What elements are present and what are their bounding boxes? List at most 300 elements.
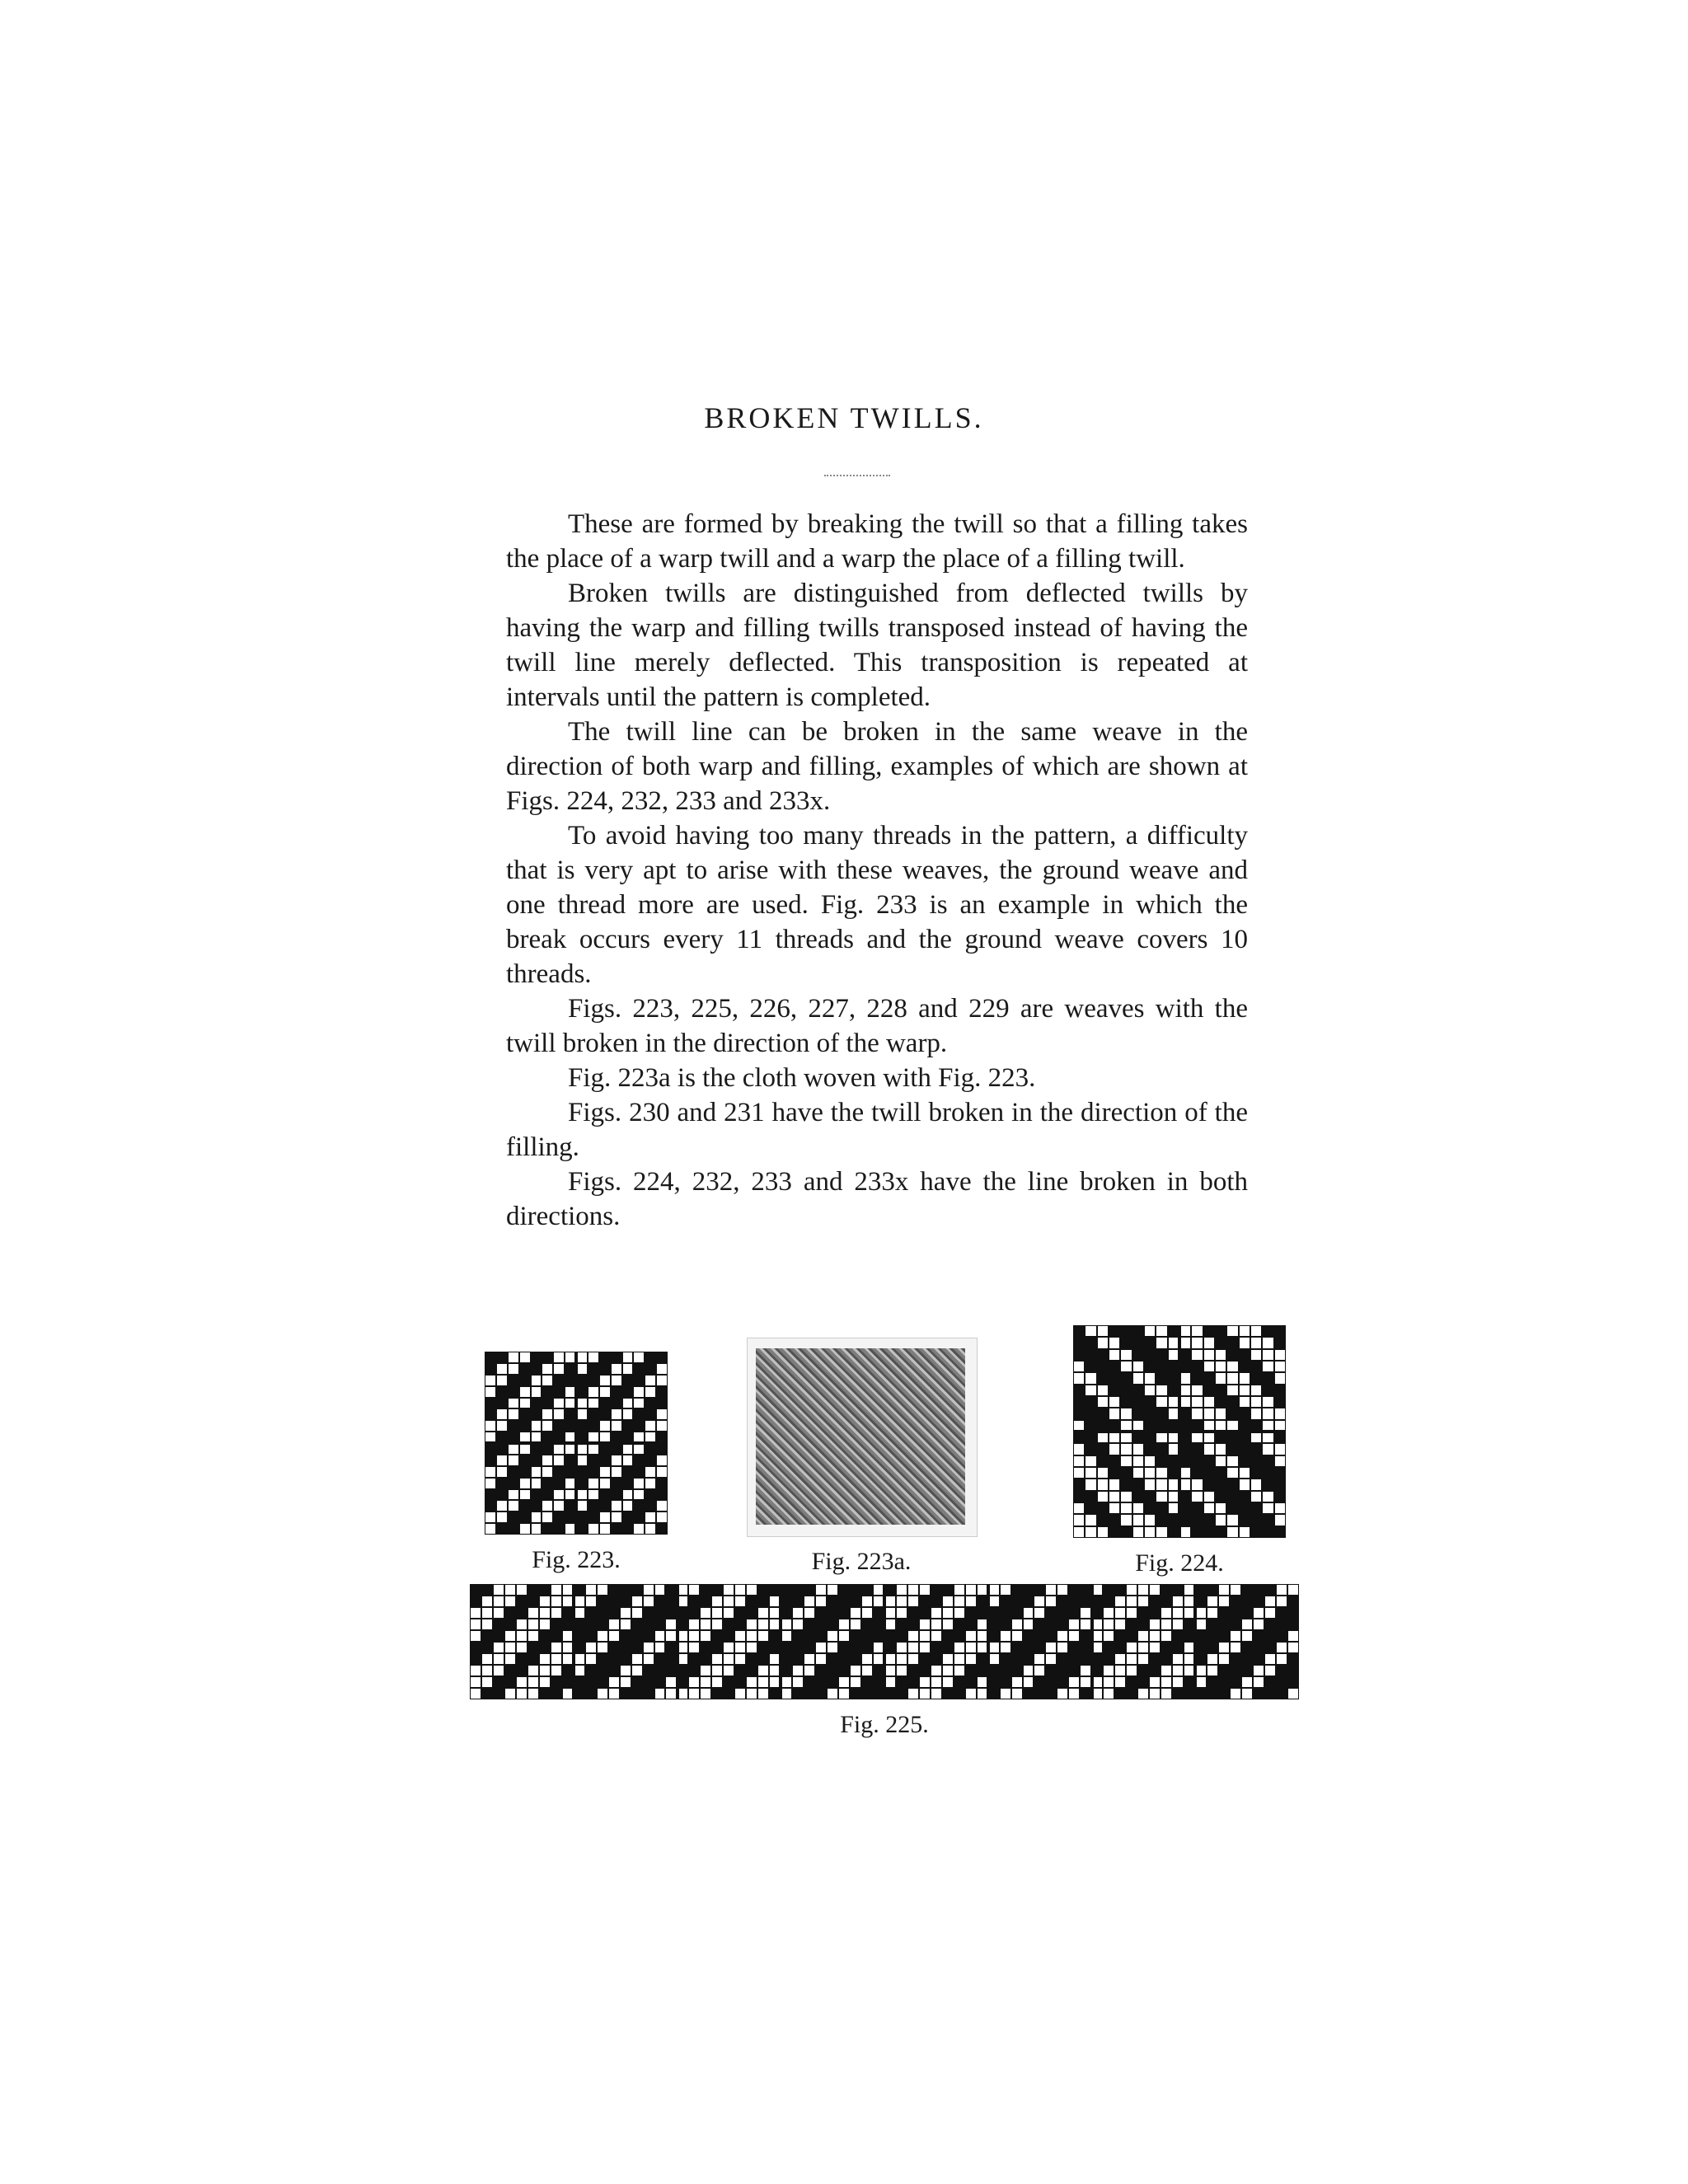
- weave-cell: [1034, 1642, 1045, 1653]
- weave-cell: [1068, 1642, 1080, 1653]
- weave-cell: [734, 1619, 746, 1630]
- weave-cell: [746, 1596, 757, 1607]
- weave-cell: [954, 1688, 965, 1699]
- weave-cell: [539, 1676, 551, 1688]
- weave-cell: [1274, 1385, 1286, 1396]
- weave-cell: [1097, 1455, 1109, 1467]
- weave-cell: [516, 1584, 528, 1596]
- weave-cell: [1144, 1491, 1156, 1502]
- weave-cell: [781, 1665, 792, 1676]
- weave-cell: [1218, 1653, 1230, 1665]
- weave-cell: [1230, 1653, 1241, 1665]
- weave-cell: [470, 1665, 481, 1676]
- weave-cell: [1274, 1491, 1286, 1502]
- weave-cell: [1097, 1491, 1109, 1502]
- weave-cell: [620, 1653, 631, 1665]
- weave-cell: [1114, 1653, 1126, 1665]
- weave-cell: [746, 1665, 757, 1676]
- weave-cell: [965, 1676, 977, 1688]
- weave-cell: [585, 1619, 597, 1630]
- weave-cell: [631, 1642, 643, 1653]
- weave-cell: [1149, 1607, 1160, 1619]
- weave-cell: [931, 1619, 942, 1630]
- weave-cell: [711, 1596, 723, 1607]
- weave-cell: [1239, 1372, 1250, 1384]
- weave-cell: [1241, 1688, 1253, 1699]
- weave-cell: [1274, 1526, 1286, 1538]
- weave-cell: [1218, 1607, 1230, 1619]
- weave-cell: [1218, 1688, 1230, 1699]
- weave-cell: [1172, 1619, 1184, 1630]
- weave-cell: [608, 1584, 620, 1596]
- weave-cell: [1149, 1665, 1160, 1676]
- weave-cell: [599, 1352, 611, 1363]
- weave-cell: [588, 1478, 599, 1489]
- weave-cell: [954, 1665, 965, 1676]
- weave-cell: [861, 1653, 873, 1665]
- weave-cell: [757, 1630, 769, 1642]
- weave-cell: [608, 1642, 620, 1653]
- weave-cell: [746, 1607, 757, 1619]
- weave-cell: [1264, 1676, 1276, 1688]
- weave-cell: [1207, 1676, 1218, 1688]
- weave-cell: [1191, 1502, 1203, 1514]
- weave-cell: [804, 1619, 815, 1630]
- fig-223-caption: Fig. 223.: [532, 1546, 621, 1573]
- weave-cell: [631, 1653, 643, 1665]
- weave-cell: [551, 1630, 562, 1642]
- weave-cell: [700, 1630, 711, 1642]
- weave-cell: [1132, 1432, 1144, 1443]
- paragraph-7: Figs. 230 and 231 have the twill broken in the direction of the filling.: [506, 1098, 1248, 1162]
- weave-cell: [1230, 1642, 1241, 1653]
- weave-cell: [1132, 1325, 1144, 1337]
- weave-cell: [1068, 1688, 1080, 1699]
- weave-cell: [1073, 1479, 1085, 1490]
- weave-cell: [723, 1596, 734, 1607]
- weave-cell: [781, 1653, 792, 1665]
- weave-cell: [965, 1584, 977, 1596]
- weave-cell: [519, 1363, 531, 1375]
- weave-cell: [1103, 1596, 1114, 1607]
- fig-223a-caption: Fig. 223a.: [811, 1548, 912, 1575]
- weave-cell: [656, 1523, 668, 1535]
- weave-cell: [585, 1653, 597, 1665]
- weave-cell: [588, 1408, 599, 1420]
- weave-cell: [1276, 1676, 1287, 1688]
- weave-cell: [1097, 1372, 1109, 1384]
- weave-cell: [815, 1584, 827, 1596]
- weave-cell: [1156, 1408, 1167, 1419]
- weave-cell: [656, 1408, 668, 1420]
- weave-cell: [553, 1398, 565, 1409]
- weave-cell: [585, 1665, 597, 1676]
- weave-cell: [1274, 1396, 1286, 1408]
- weave-cell: [1085, 1337, 1096, 1348]
- weave-cell: [654, 1607, 666, 1619]
- weave-cell: [516, 1642, 528, 1653]
- weave-cell: [597, 1630, 608, 1642]
- weave-cell: [620, 1688, 631, 1699]
- weave-cell: [622, 1523, 634, 1535]
- weave-cell: [504, 1642, 516, 1653]
- weave-cell: [896, 1676, 907, 1688]
- weave-cell: [1000, 1619, 1011, 1630]
- weave-cell: [1230, 1584, 1241, 1596]
- weave-cell: [1085, 1514, 1096, 1526]
- weave-cell: [1034, 1688, 1045, 1699]
- weave-cell: [599, 1489, 611, 1501]
- weave-cell: [622, 1443, 634, 1455]
- weave-cell: [654, 1676, 666, 1688]
- weave-cell: [1156, 1337, 1167, 1348]
- weave-cell: [1103, 1630, 1114, 1642]
- weave-cell: [1045, 1584, 1057, 1596]
- weave-cell: [1073, 1325, 1085, 1337]
- weave-cell: [599, 1455, 611, 1466]
- weave-cell: [827, 1688, 838, 1699]
- weave-cell: [896, 1630, 907, 1642]
- weave-cell: [496, 1523, 508, 1535]
- weave-cell: [1191, 1325, 1203, 1337]
- weave-cell: [1262, 1467, 1273, 1479]
- weave-cell: [1287, 1676, 1299, 1688]
- weave-cell: [723, 1653, 734, 1665]
- weave-cell: [531, 1408, 542, 1420]
- weave-cell: [551, 1584, 562, 1596]
- weave-cell: [1207, 1688, 1218, 1699]
- weave-cell: [531, 1443, 542, 1455]
- weave-cell: [1253, 1596, 1264, 1607]
- weave-cell: [1120, 1408, 1132, 1419]
- weave-cell: [1120, 1514, 1132, 1526]
- weave-cell: [1068, 1630, 1080, 1642]
- weave-cell: [611, 1408, 622, 1420]
- weave-cell: [599, 1478, 611, 1489]
- weave-cell: [553, 1455, 565, 1466]
- weave-cell: [1239, 1467, 1250, 1479]
- weave-cell: [1172, 1665, 1184, 1676]
- paragraph-8: Figs. 224, 232, 233 and 233x have the line broken in both directions.: [506, 1167, 1248, 1231]
- weave-cell: [1114, 1642, 1126, 1653]
- weave-cell: [1241, 1584, 1253, 1596]
- weave-cell: [1160, 1630, 1172, 1642]
- weave-cell: [1179, 1491, 1191, 1502]
- weave-cell: [1114, 1688, 1126, 1699]
- weave-cell: [496, 1511, 508, 1523]
- weave-cell: [633, 1386, 645, 1398]
- weave-cell: [1144, 1467, 1156, 1479]
- weave-cell: [1226, 1385, 1238, 1396]
- weave-cell: [654, 1653, 666, 1665]
- weave-cell: [1218, 1596, 1230, 1607]
- weave-cell: [528, 1607, 539, 1619]
- weave-cell: [1023, 1584, 1034, 1596]
- weave-cell: [1160, 1665, 1172, 1676]
- weave-cell: [919, 1596, 931, 1607]
- weave-cell: [1262, 1396, 1273, 1408]
- weave-cell: [485, 1489, 496, 1501]
- weave-cell: [1109, 1337, 1120, 1348]
- weave-cell: [504, 1688, 516, 1699]
- weave-cell: [576, 1500, 588, 1511]
- weave-cell: [677, 1665, 688, 1676]
- weave-cell: [1239, 1337, 1250, 1348]
- weave-cell: [688, 1676, 700, 1688]
- weave-cell: [542, 1511, 553, 1523]
- weave-cell: [633, 1523, 645, 1535]
- weave-cell: [585, 1596, 597, 1607]
- weave-cell: [1000, 1653, 1011, 1665]
- weave-cell: [1215, 1372, 1226, 1384]
- weave-cell: [599, 1511, 611, 1523]
- weave-cell: [516, 1665, 528, 1676]
- weave-cell: [1156, 1372, 1167, 1384]
- weave-cell: [504, 1584, 516, 1596]
- weave-cell: [1156, 1502, 1167, 1514]
- weave-cell: [1103, 1653, 1114, 1665]
- weave-cell: [654, 1642, 666, 1653]
- weave-cell: [1023, 1688, 1034, 1699]
- weave-cell: [633, 1375, 645, 1386]
- weave-cell: [700, 1688, 711, 1699]
- weave-cell: [1057, 1676, 1068, 1688]
- weave-cell: [965, 1653, 977, 1665]
- weave-cell: [611, 1500, 622, 1511]
- weave-cell: [734, 1676, 746, 1688]
- weave-cell: [620, 1584, 631, 1596]
- weave-cell: [896, 1619, 907, 1630]
- weave-cell: [1045, 1630, 1057, 1642]
- weave-cell: [1274, 1432, 1286, 1443]
- weave-cell: [1109, 1526, 1120, 1538]
- weave-cell: [551, 1665, 562, 1676]
- weave-cell: [1274, 1408, 1286, 1419]
- weave-cell: [643, 1653, 654, 1665]
- weave-cell: [838, 1607, 850, 1619]
- weave-cell: [576, 1420, 588, 1432]
- weave-cell: [838, 1665, 850, 1676]
- weave-cell: [1000, 1665, 1011, 1676]
- title-divider: [824, 475, 890, 476]
- weave-cell: [1144, 1325, 1156, 1337]
- weave-cell: [1262, 1502, 1273, 1514]
- weave-cell: [954, 1676, 965, 1688]
- weave-cell: [850, 1653, 861, 1665]
- weave-cell: [654, 1596, 666, 1607]
- weave-cell: [1109, 1372, 1120, 1384]
- weave-cell: [757, 1607, 769, 1619]
- weave-cell: [1172, 1584, 1184, 1596]
- weave-cell: [588, 1523, 599, 1535]
- weave-cell: [597, 1688, 608, 1699]
- weave-cell: [1057, 1596, 1068, 1607]
- weave-cell: [919, 1642, 931, 1653]
- weave-cell: [508, 1523, 519, 1535]
- weave-cell: [861, 1630, 873, 1642]
- weave-cell: [1097, 1385, 1109, 1396]
- weave-cell: [481, 1642, 493, 1653]
- weave-cell: [1239, 1396, 1250, 1408]
- weave-cell: [700, 1653, 711, 1665]
- weave-cell: [576, 1386, 588, 1398]
- weave-cell: [896, 1607, 907, 1619]
- weave-cell: [599, 1443, 611, 1455]
- weave-cell: [485, 1398, 496, 1409]
- weave-cell: [542, 1408, 553, 1420]
- weave-cell: [496, 1478, 508, 1489]
- block-divider: [883, 1584, 886, 1699]
- weave-cell: [711, 1630, 723, 1642]
- weave-cell: [588, 1375, 599, 1386]
- weave-cell: [1207, 1607, 1218, 1619]
- weave-cell: [1250, 1526, 1262, 1538]
- weave-cell: [622, 1352, 634, 1363]
- weave-cell: [827, 1630, 838, 1642]
- weave-cell: [1218, 1584, 1230, 1596]
- weave-cell: [781, 1642, 792, 1653]
- weave-cell: [1085, 1349, 1096, 1361]
- weave-cell: [531, 1466, 542, 1478]
- weave-cell: [656, 1489, 668, 1501]
- weave-cell: [608, 1607, 620, 1619]
- weave-cell: [576, 1478, 588, 1489]
- weave-cell: [528, 1619, 539, 1630]
- weave-cell: [1276, 1607, 1287, 1619]
- weave-cell: [496, 1352, 508, 1363]
- weave-cell: [504, 1630, 516, 1642]
- weave-cell: [1144, 1372, 1156, 1384]
- weave-cell: [542, 1363, 553, 1375]
- weave-cell: [1156, 1514, 1167, 1526]
- weave-cell: [645, 1489, 656, 1501]
- weave-cell: [470, 1630, 481, 1642]
- weave-cell: [1120, 1349, 1132, 1361]
- weave-cell: [519, 1352, 531, 1363]
- weave-cell: [861, 1596, 873, 1607]
- weave-cell: [781, 1688, 792, 1699]
- weave-cell: [1144, 1361, 1156, 1372]
- weave-cell: [1274, 1349, 1286, 1361]
- weave-cell: [1203, 1337, 1215, 1348]
- weave-cell: [1262, 1432, 1273, 1443]
- weave-cell: [1034, 1607, 1045, 1619]
- weave-cell: [1191, 1432, 1203, 1443]
- weave-cell: [539, 1688, 551, 1699]
- weave-cell: [1274, 1337, 1286, 1348]
- weave-cell: [1226, 1526, 1238, 1538]
- weave-cell: [656, 1352, 668, 1363]
- weave-cell: [1109, 1455, 1120, 1467]
- weave-cell: [528, 1676, 539, 1688]
- weave-cell: [1264, 1665, 1276, 1676]
- weave-cell: [1120, 1491, 1132, 1502]
- weave-cell: [576, 1466, 588, 1478]
- weave-cell: [1226, 1325, 1238, 1337]
- weave-cell: [1253, 1630, 1264, 1642]
- weave-cell: [481, 1607, 493, 1619]
- weave-cell: [1226, 1432, 1238, 1443]
- weave-cell: [838, 1584, 850, 1596]
- weave-cell: [1097, 1396, 1109, 1408]
- weave-cell: [645, 1352, 656, 1363]
- block-divider: [572, 1584, 575, 1699]
- weave-cell: [1215, 1455, 1226, 1467]
- weave-cell: [622, 1511, 634, 1523]
- weave-cell: [1023, 1619, 1034, 1630]
- weave-cell: [516, 1630, 528, 1642]
- weave-cell: [861, 1676, 873, 1688]
- weave-cell: [542, 1455, 553, 1466]
- weave-cell: [1085, 1455, 1096, 1467]
- weave-cell: [1073, 1455, 1085, 1467]
- weave-cell: [1287, 1688, 1299, 1699]
- weave-cell: [496, 1443, 508, 1455]
- weave-cell: [576, 1408, 588, 1420]
- weave-cell: [1156, 1455, 1167, 1467]
- weave-cell: [1215, 1491, 1226, 1502]
- weave-cell: [553, 1489, 565, 1501]
- weave-cell: [1011, 1619, 1023, 1630]
- weave-cell: [1179, 1325, 1191, 1337]
- weave-cell: [588, 1489, 599, 1501]
- weave-cell: [620, 1676, 631, 1688]
- weave-cell: [1241, 1653, 1253, 1665]
- weave-cell: [496, 1363, 508, 1375]
- weave-cell: [519, 1420, 531, 1432]
- weave-cell: [677, 1630, 688, 1642]
- weave-cell: [907, 1584, 919, 1596]
- weave-cell: [496, 1386, 508, 1398]
- weave-cell: [528, 1584, 539, 1596]
- weave-cell: [645, 1500, 656, 1511]
- weave-cell: [1103, 1584, 1114, 1596]
- weave-cell: [1000, 1642, 1011, 1653]
- weave-cell: [508, 1398, 519, 1409]
- weave-cell: [516, 1653, 528, 1665]
- weave-cell: [1226, 1455, 1238, 1467]
- weave-cell: [519, 1478, 531, 1489]
- weave-cell: [470, 1607, 481, 1619]
- weave-cell: [1011, 1584, 1023, 1596]
- weave-cell: [700, 1584, 711, 1596]
- weave-cell: [1276, 1653, 1287, 1665]
- weave-cell: [493, 1642, 504, 1653]
- weave-cell: [1262, 1337, 1273, 1348]
- weave-cell: [656, 1443, 668, 1455]
- weave-cell: [1034, 1619, 1045, 1630]
- weave-cell: [1262, 1514, 1273, 1526]
- weave-cell: [597, 1642, 608, 1653]
- weave-cell: [542, 1500, 553, 1511]
- weave-cell: [1172, 1688, 1184, 1699]
- weave-cell: [677, 1642, 688, 1653]
- weave-cell: [1057, 1619, 1068, 1630]
- weave-cell: [645, 1375, 656, 1386]
- weave-cell: [1274, 1514, 1286, 1526]
- weave-cell: [539, 1653, 551, 1665]
- weave-cell: [838, 1653, 850, 1665]
- weave-cell: [1239, 1455, 1250, 1467]
- weave-cell: [588, 1500, 599, 1511]
- weave-cell: [688, 1653, 700, 1665]
- weave-cell: [1073, 1408, 1085, 1419]
- weave-cell: [633, 1443, 645, 1455]
- weave-cell: [622, 1500, 634, 1511]
- weave-cell: [1097, 1443, 1109, 1455]
- weave-cell: [1218, 1665, 1230, 1676]
- paragraph-6: Fig. 223a is the cloth woven with Fig. 223.: [568, 1063, 1036, 1093]
